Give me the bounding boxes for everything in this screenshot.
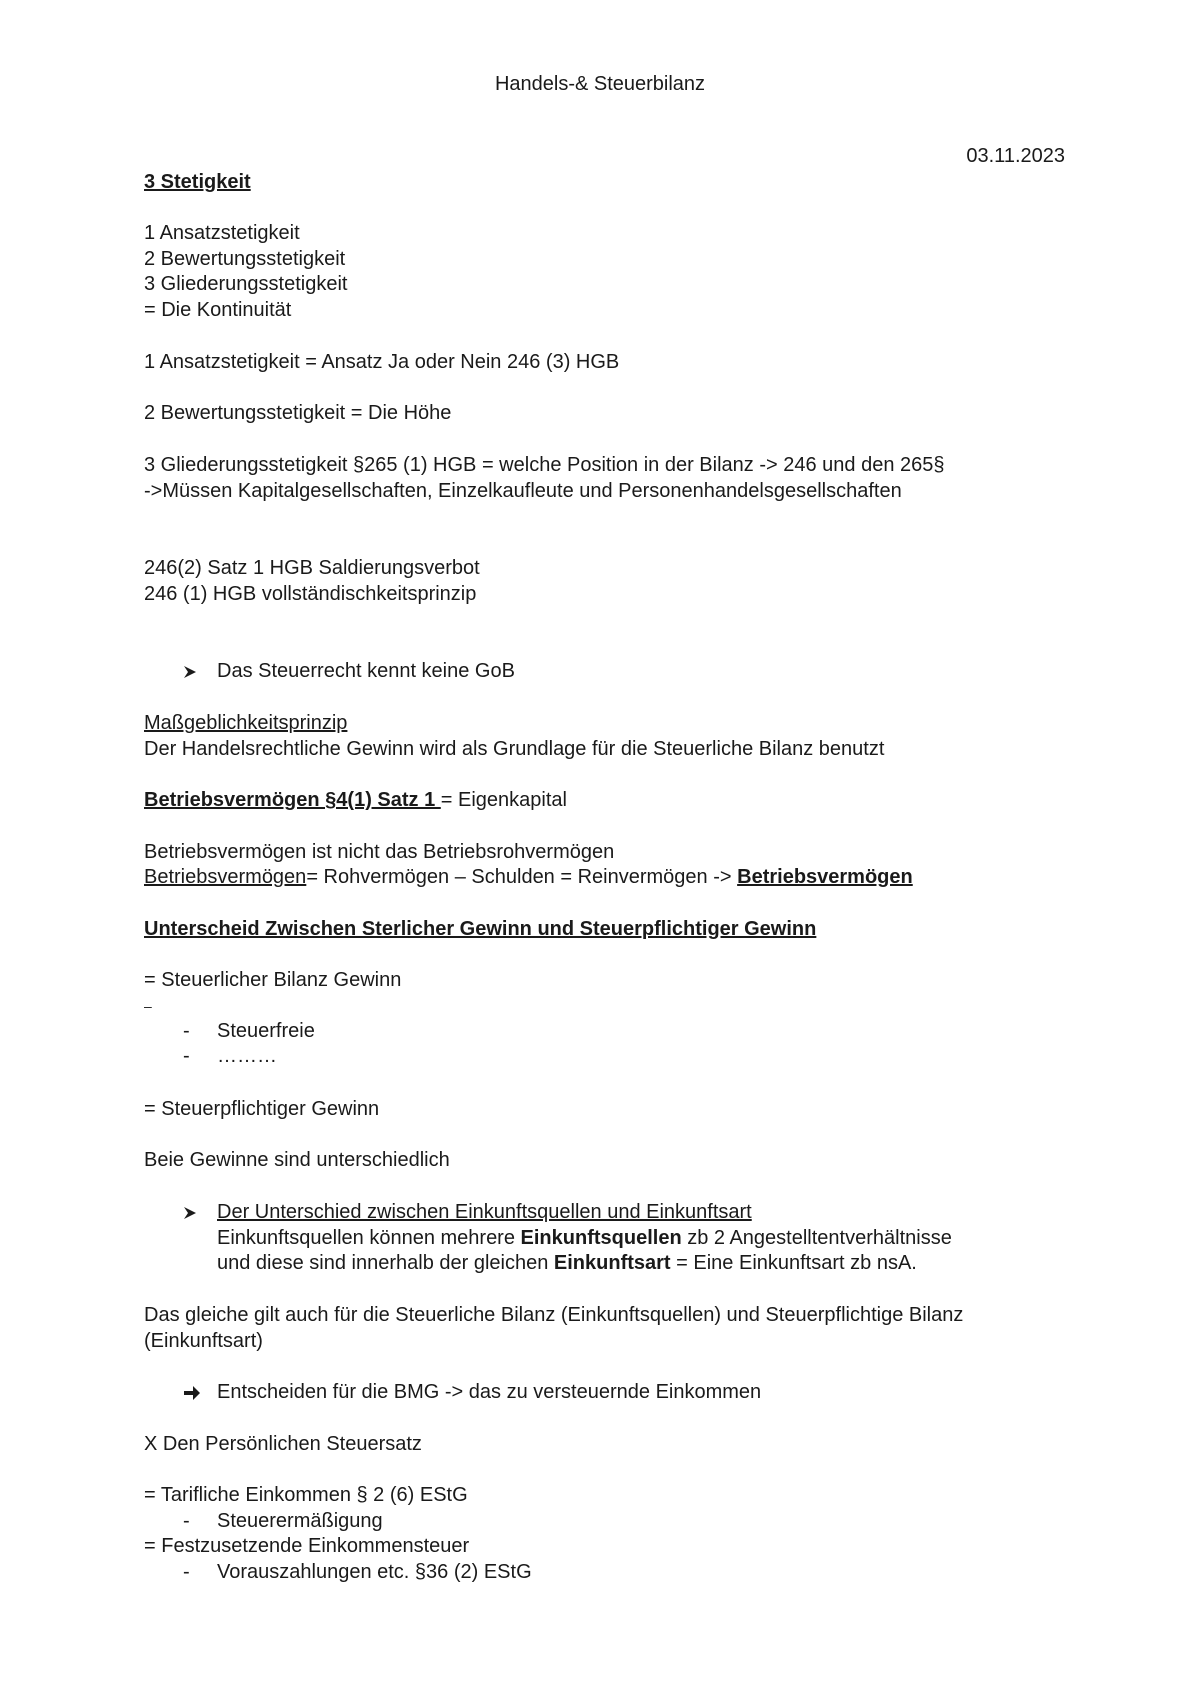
bold-term: Einkunftsart bbox=[553, 1252, 671, 1274]
heading-suffix: = Eigenkapital bbox=[440, 789, 567, 811]
dash-marker: - bbox=[183, 1561, 190, 1583]
formel-term: Betriebsvermögen bbox=[144, 866, 307, 888]
heading-unterschied: Unterscheid Zwischen Sterlicher Gewinn und Steuerpflichtiger Gewinn bbox=[144, 918, 817, 940]
paragraph-gliederung-cont: ->Müssen Kapitalgesellschaften, Einzelkaufleute und Personenhandelsgesellschaften bbox=[144, 480, 902, 502]
paragraph-ansatz: 1 Ansatzstetigkeit = Ansatz Ja oder Nein 246 (3) HGB bbox=[144, 351, 620, 373]
text-span: zb 2 Angestelltentverhältnisse bbox=[681, 1227, 952, 1249]
line-beide: Beie Gewinne sind unterschiedlich bbox=[144, 1149, 450, 1171]
dash-item: ……… bbox=[217, 1045, 277, 1067]
dash-marker: - bbox=[183, 1510, 190, 1532]
text-span: Einkunftsquellen können mehrere bbox=[217, 1227, 521, 1249]
bullet-unterschied-line2 bbox=[217, 1225, 952, 1251]
paragraph-gliederung: 3 Gliederungsstetigkeit §265 (1) HGB = welche Position in der Bilanz -> 246 und den 265§ bbox=[144, 454, 945, 476]
paragraph-rohvermoegen: Betriebsvermögen ist nicht das Betriebsrohvermögen bbox=[144, 841, 615, 863]
dash-item: Steuerfreie bbox=[217, 1020, 315, 1042]
dash-item: Steuerermäßigung bbox=[217, 1510, 383, 1532]
bullet-gob: Das Steuerrecht kennt keine GoB bbox=[217, 660, 515, 682]
bullet-unterschied-heading: Der Unterschied zwischen Einkunftsquellen und Einkunftsart bbox=[217, 1201, 752, 1223]
dash-marker: - bbox=[183, 1045, 190, 1067]
right-arrow-icon bbox=[183, 1379, 201, 1405]
list-item: = Die Kontinuität bbox=[144, 299, 292, 321]
text-span: = Eine Einkunftsart zb nsA. bbox=[670, 1252, 917, 1274]
line-steuerpflichtig: = Steuerpflichtiger Gewinn bbox=[144, 1098, 380, 1120]
paragraph-bewertung: 2 Bewertungsstetigkeit = Die Höhe bbox=[144, 402, 452, 424]
document-title: Handels-& Steuerbilanz bbox=[494, 73, 706, 95]
dash-marker: - bbox=[183, 1020, 190, 1042]
arrow-item-bmg: Entscheiden für die BMG -> das zu versteuernde Einkommen bbox=[217, 1381, 762, 1403]
heading-betriebsvermoegen: Betriebsvermögen §4(1) Satz 1 bbox=[144, 789, 441, 811]
paragraph-saldierung: 246(2) Satz 1 HGB Saldierungsverbot bbox=[144, 557, 480, 579]
dash-item: Vorauszahlungen etc. §36 (2) EStG bbox=[217, 1561, 532, 1583]
paragraph-gleiche: Das gleiche gilt auch für die Steuerliche Bilanz (Einkunftsquellen) und Steuerpflichtige Bilanz bbox=[144, 1304, 964, 1326]
line-steuersatz: X Den Persönlichen Steuersatz bbox=[144, 1433, 422, 1455]
bullet-unterschied-line3 bbox=[217, 1250, 917, 1276]
list-item: 1 Ansatzstetigkeit bbox=[144, 222, 300, 244]
formel-mid: = Rohvermögen – Schulden = Reinvermögen -> bbox=[306, 866, 738, 888]
paragraph-massgeblichkeit: Der Handelsrechtliche Gewinn wird als Grundlage für die Steuerliche Bilanz benutzt bbox=[144, 738, 885, 760]
paragraph-formel bbox=[144, 864, 913, 890]
list-item: 3 Gliederungsstetigkeit bbox=[144, 273, 348, 295]
arrowhead-bullet-icon bbox=[183, 658, 197, 684]
list-item: 2 Bewertungsstetigkeit bbox=[144, 248, 346, 270]
paragraph-vollstaendigkeit: 246 (1) HGB vollständischkeitsprinzip bbox=[144, 583, 477, 605]
section-heading-stetigkeit: 3 Stetigkeit bbox=[144, 171, 251, 193]
text-span: und diese sind innerhalb der gleichen bbox=[217, 1252, 554, 1274]
paragraph-gleiche-cont: (Einkunftsart) bbox=[144, 1330, 263, 1352]
arrowhead-bullet-icon bbox=[183, 1199, 197, 1225]
document-date: 03.11.2023 bbox=[966, 145, 1065, 167]
bold-term: Einkunftsquellen bbox=[520, 1227, 682, 1249]
minus-mark: – bbox=[144, 998, 152, 1014]
heading-massgeblichkeit: Maßgeblichkeitsprinzip bbox=[144, 712, 348, 734]
formel-result: Betriebsvermögen bbox=[737, 866, 913, 888]
line-bilanz-gewinn: = Steuerlicher Bilanz Gewinn bbox=[144, 969, 402, 991]
heading-betriebsvermoegen-line bbox=[144, 787, 567, 813]
line-fest: = Festzusetzende Einkommensteuer bbox=[144, 1535, 470, 1557]
line-tarif: = Tarifliche Einkommen § 2 (6) EStG bbox=[144, 1484, 468, 1506]
